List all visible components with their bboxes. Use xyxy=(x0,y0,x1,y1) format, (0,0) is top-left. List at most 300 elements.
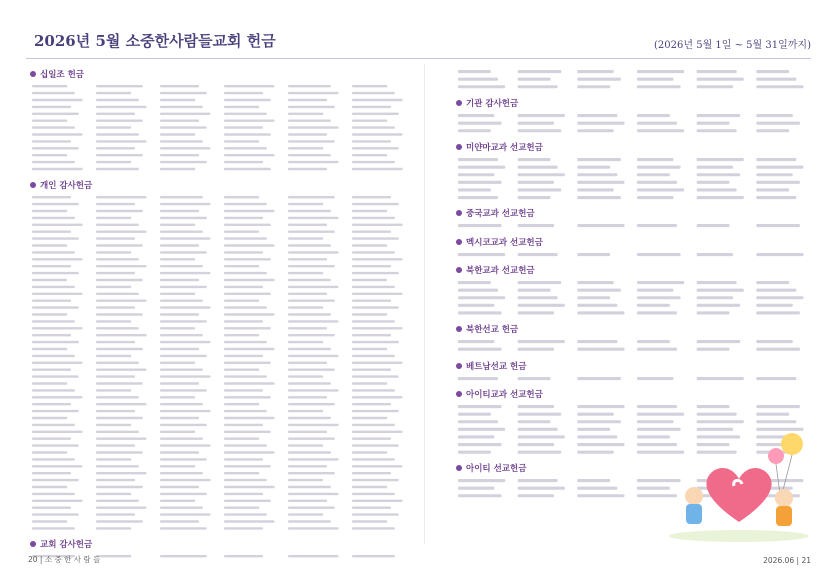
donor-entry xyxy=(160,327,195,329)
donor-entry xyxy=(160,203,211,205)
donor-entry xyxy=(288,458,339,460)
donor-entry xyxy=(32,472,71,474)
donor-entry xyxy=(288,230,335,232)
bullet-icon xyxy=(456,391,462,397)
donor-entry xyxy=(224,223,271,225)
donor-entry xyxy=(518,173,565,176)
donor-entry xyxy=(224,99,271,101)
donor-entry xyxy=(352,168,403,170)
donor-entry xyxy=(224,485,275,487)
donor-entry xyxy=(160,265,203,267)
donor-entry xyxy=(352,272,399,274)
donor-entry xyxy=(32,258,83,260)
donor-entry xyxy=(577,297,610,300)
donor-entry xyxy=(32,278,67,280)
donor-entry xyxy=(288,161,339,163)
donor-entry xyxy=(32,244,67,246)
donor-entry xyxy=(637,281,684,284)
donor-entry xyxy=(96,506,147,508)
donor-entry xyxy=(352,154,387,156)
donor-entry xyxy=(458,377,498,380)
section-heading xyxy=(456,323,814,335)
donor-entry xyxy=(160,299,203,301)
donor-entry xyxy=(756,377,796,380)
donor-entry xyxy=(96,147,135,149)
donor-list xyxy=(456,251,814,259)
donor-entry xyxy=(96,416,143,418)
donor-entry xyxy=(458,165,505,168)
donor-entry xyxy=(458,420,498,423)
donor-entry xyxy=(96,223,139,225)
donor-entry xyxy=(224,354,263,356)
donor-entry xyxy=(352,465,403,467)
donor-entry xyxy=(288,354,339,356)
donor-entry xyxy=(756,289,796,292)
donor-entry xyxy=(288,85,331,87)
donor-entry xyxy=(224,313,275,315)
donor-entry xyxy=(756,420,796,423)
bullet-icon xyxy=(456,239,462,245)
donor-entry xyxy=(637,253,681,256)
donor-entry xyxy=(160,361,195,363)
donor-entry xyxy=(756,121,800,124)
donor-entry xyxy=(32,368,71,370)
donor-entry xyxy=(96,410,135,412)
donor-entry xyxy=(352,423,395,425)
donor-entry xyxy=(224,437,259,439)
donation-section xyxy=(456,207,814,230)
donor-entry xyxy=(518,70,562,73)
donor-entry xyxy=(224,230,259,232)
donor-entry xyxy=(637,70,684,73)
donor-entry xyxy=(458,304,494,307)
donor-entry xyxy=(352,410,399,412)
donor-entry xyxy=(352,444,399,446)
donor-entry xyxy=(577,253,610,256)
donor-entry xyxy=(160,285,207,287)
donor-entry xyxy=(96,485,143,487)
donor-entry xyxy=(96,126,131,128)
donor-entry xyxy=(224,203,267,205)
donor-entry xyxy=(288,389,339,391)
donor-entry xyxy=(458,196,498,199)
donor-entry xyxy=(224,85,275,87)
donor-entry xyxy=(352,251,395,253)
donor-entry xyxy=(637,377,673,380)
donor-entry xyxy=(352,99,403,101)
section-title: 기관 감사헌금 xyxy=(466,98,519,109)
donor-entry xyxy=(32,99,83,101)
section-title: 개인 감사헌금 xyxy=(40,180,93,191)
donor-entry xyxy=(224,479,267,481)
donor-list xyxy=(456,222,814,230)
donor-list xyxy=(456,112,814,135)
donor-entry xyxy=(160,403,203,405)
donor-entry xyxy=(352,354,395,356)
donor-list xyxy=(456,338,814,353)
donor-entry xyxy=(160,278,199,280)
donor-entry xyxy=(160,416,199,418)
donor-entry xyxy=(352,430,403,432)
donor-entry xyxy=(288,244,331,246)
donor-entry xyxy=(288,444,323,446)
donor-entry xyxy=(96,555,131,557)
donor-entry xyxy=(160,451,199,453)
bullet-icon xyxy=(456,210,462,216)
donor-entry xyxy=(224,196,259,198)
donor-entry xyxy=(458,348,502,351)
section-heading xyxy=(456,97,814,109)
donor-entry xyxy=(224,472,259,474)
donor-entry xyxy=(160,320,207,322)
donor-entry xyxy=(458,70,491,73)
donor-entry xyxy=(352,479,399,481)
children-heart-illustration xyxy=(664,424,814,544)
donor-entry xyxy=(96,479,135,481)
donor-entry xyxy=(697,304,741,307)
bullet-icon xyxy=(456,363,462,369)
donor-entry xyxy=(96,513,135,515)
donor-entry xyxy=(224,458,263,460)
donor-entry xyxy=(352,113,399,115)
donor-entry xyxy=(577,405,624,408)
donor-entry xyxy=(288,258,327,260)
donor-entry xyxy=(96,85,143,87)
donor-entry xyxy=(224,520,275,522)
donor-entry xyxy=(288,292,327,294)
donor-entry xyxy=(352,403,391,405)
donor-entry xyxy=(577,413,613,416)
donor-entry xyxy=(697,165,733,168)
donor-entry xyxy=(32,327,83,329)
donor-entry xyxy=(458,495,502,498)
donor-entry xyxy=(224,423,263,425)
donor-entry xyxy=(224,126,263,128)
donor-entry xyxy=(288,327,327,329)
donor-entry xyxy=(577,85,610,88)
donor-entry xyxy=(288,196,335,198)
donor-entry xyxy=(518,289,551,292)
donor-entry xyxy=(160,161,207,163)
donor-entry xyxy=(224,416,275,418)
donor-entry xyxy=(160,168,195,170)
donor-entry xyxy=(160,506,203,508)
donor-entry xyxy=(697,70,737,73)
donor-entry xyxy=(637,129,684,132)
donor-entry xyxy=(756,340,792,343)
bullet-icon xyxy=(456,100,462,106)
donor-entry xyxy=(32,437,71,439)
donor-entry xyxy=(697,78,744,81)
donor-entry xyxy=(96,437,147,439)
donor-entry xyxy=(352,237,399,239)
donor-entry xyxy=(352,92,395,94)
donor-entry xyxy=(224,292,271,294)
bullet-icon xyxy=(30,541,36,547)
donation-section xyxy=(456,68,814,91)
donor-entry xyxy=(518,405,554,408)
donor-entry xyxy=(32,341,79,343)
donor-entry xyxy=(224,140,259,142)
donor-entry xyxy=(518,158,551,161)
donor-entry xyxy=(96,161,131,163)
donor-entry xyxy=(224,278,275,280)
donor-entry xyxy=(96,113,135,115)
donor-entry xyxy=(352,375,399,377)
donor-entry xyxy=(697,188,737,191)
donor-entry xyxy=(96,458,131,460)
donor-entry xyxy=(352,327,403,329)
donor-entry xyxy=(458,224,502,227)
donor-entry xyxy=(32,465,83,467)
donor-entry xyxy=(224,382,275,384)
donor-entry xyxy=(32,375,79,377)
donor-entry xyxy=(288,499,327,501)
donor-entry xyxy=(756,173,792,176)
donor-entry xyxy=(756,158,796,161)
donor-entry xyxy=(577,188,613,191)
left-page xyxy=(30,68,414,550)
donor-entry xyxy=(32,154,67,156)
donor-entry xyxy=(577,340,617,343)
donor-entry xyxy=(160,347,199,349)
donor-entry xyxy=(288,341,323,343)
donor-entry xyxy=(288,375,323,377)
donor-entry xyxy=(32,92,75,94)
donor-entry xyxy=(160,237,211,239)
donor-entry xyxy=(352,203,399,205)
donor-entry xyxy=(577,487,617,490)
donor-entry xyxy=(96,140,147,142)
donor-entry xyxy=(352,133,403,135)
donor-entry xyxy=(352,320,395,322)
donor-entry xyxy=(518,436,565,439)
donor-entry xyxy=(697,158,744,161)
donor-entry xyxy=(96,92,131,94)
donor-entry xyxy=(96,203,135,205)
donor-entry xyxy=(288,368,335,370)
donor-entry xyxy=(577,443,624,446)
donor-entry xyxy=(518,78,551,81)
donor-entry xyxy=(458,479,505,482)
donor-entry xyxy=(577,281,613,284)
donor-entry xyxy=(32,513,79,515)
donor-entry xyxy=(288,106,335,108)
donor-entry xyxy=(288,451,331,453)
donor-entry xyxy=(32,334,71,336)
donor-entry xyxy=(224,320,263,322)
section-heading xyxy=(456,207,814,219)
donor-entry xyxy=(697,377,744,380)
donor-entry xyxy=(160,527,207,529)
donation-section xyxy=(456,141,814,202)
donor-entry xyxy=(352,485,387,487)
donor-entry xyxy=(458,443,502,446)
donor-entry xyxy=(224,120,275,122)
donor-entry xyxy=(288,92,339,94)
donor-entry xyxy=(288,334,335,336)
donor-entry xyxy=(224,92,263,94)
donor-entry xyxy=(160,472,203,474)
donor-entry xyxy=(352,499,403,501)
donor-entry xyxy=(224,133,271,135)
donor-entry xyxy=(637,420,673,423)
donor-entry xyxy=(32,354,75,356)
donor-entry xyxy=(637,304,670,307)
donor-entry xyxy=(756,85,803,88)
donor-entry xyxy=(96,292,139,294)
donor-entry xyxy=(288,320,339,322)
donor-entry xyxy=(697,405,730,408)
donor-entry xyxy=(518,487,565,490)
donor-entry xyxy=(160,92,207,94)
donation-section xyxy=(30,179,414,532)
donor-entry xyxy=(756,224,800,227)
donor-entry xyxy=(352,85,387,87)
donor-entry xyxy=(224,513,267,515)
donor-entry xyxy=(518,451,562,454)
donor-entry xyxy=(160,140,203,142)
donor-entry xyxy=(224,430,271,432)
donor-entry xyxy=(518,312,554,315)
donor-entry xyxy=(96,120,143,122)
section-title: 북한교과 선교헌금 xyxy=(466,266,535,277)
donor-entry xyxy=(518,340,565,343)
donor-entry xyxy=(518,121,554,124)
donor-entry xyxy=(458,78,498,81)
donor-entry xyxy=(637,78,673,81)
donor-entry xyxy=(697,121,730,124)
donor-entry xyxy=(96,168,139,170)
donor-entry xyxy=(96,265,147,267)
donor-entry xyxy=(288,223,327,225)
donor-entry xyxy=(697,196,744,199)
donor-entry xyxy=(160,492,207,494)
donor-entry xyxy=(518,304,565,307)
donor-entry xyxy=(637,188,684,191)
donor-entry xyxy=(32,230,71,232)
donor-entry xyxy=(288,265,335,267)
donor-entry xyxy=(160,209,199,211)
donor-entry xyxy=(352,258,403,260)
donation-section xyxy=(30,68,414,173)
donor-entry xyxy=(160,251,207,253)
donor-list xyxy=(456,68,814,91)
donor-entry xyxy=(96,451,143,453)
section-title: 교회 감사헌금 xyxy=(40,539,93,550)
donor-entry xyxy=(352,347,387,349)
donor-entry xyxy=(96,299,147,301)
donor-entry xyxy=(224,527,263,529)
donor-entry xyxy=(288,216,339,218)
donor-entry xyxy=(352,527,395,529)
donor-entry xyxy=(32,216,75,218)
donor-entry xyxy=(352,147,399,149)
donor-entry xyxy=(96,423,131,425)
section-title: 미얀마교과 선교헌금 xyxy=(466,142,543,153)
donation-section xyxy=(456,323,814,353)
donor-entry xyxy=(96,230,147,232)
donor-entry xyxy=(96,320,131,322)
donor-entry xyxy=(697,413,737,416)
donor-entry xyxy=(697,348,730,351)
donor-entry xyxy=(577,289,621,292)
donor-entry xyxy=(96,527,131,529)
donor-entry xyxy=(458,297,505,300)
donor-entry xyxy=(458,312,502,315)
donor-entry xyxy=(160,458,207,460)
donor-entry xyxy=(697,289,744,292)
donor-entry xyxy=(96,313,143,315)
donor-entry xyxy=(288,416,331,418)
donor-entry xyxy=(756,196,796,199)
donor-entry xyxy=(637,85,681,88)
donor-entry xyxy=(160,244,199,246)
donor-entry xyxy=(577,78,621,81)
donor-entry xyxy=(96,196,147,198)
donor-entry xyxy=(32,313,67,315)
donor-entry xyxy=(288,465,327,467)
donor-entry xyxy=(288,237,323,239)
donor-entry xyxy=(352,265,391,267)
donor-entry xyxy=(32,403,71,405)
donor-entry xyxy=(288,168,327,170)
donor-entry xyxy=(352,306,399,308)
donor-entry xyxy=(637,413,684,416)
donor-entry xyxy=(96,520,143,522)
donor-entry xyxy=(577,165,610,168)
donor-entry xyxy=(224,113,267,115)
donor-entry xyxy=(32,451,67,453)
donor-entry xyxy=(160,147,211,149)
donor-entry xyxy=(160,334,203,336)
donor-entry xyxy=(518,443,554,446)
donor-entry xyxy=(756,348,800,351)
section-title: 중국교과 선교헌금 xyxy=(466,209,535,220)
donor-entry xyxy=(288,396,327,398)
donor-entry xyxy=(756,70,789,73)
donor-entry xyxy=(697,85,733,88)
donor-entry xyxy=(288,437,335,439)
donor-entry xyxy=(637,340,670,343)
donor-entry xyxy=(458,428,505,431)
donor-entry xyxy=(288,278,331,280)
donor-entry xyxy=(32,106,71,108)
section-title: 북한선교 헌금 xyxy=(466,325,519,336)
donor-entry xyxy=(577,348,624,351)
donor-entry xyxy=(160,306,211,308)
donor-entry xyxy=(32,113,79,115)
donor-entry xyxy=(288,251,339,253)
donor-entry xyxy=(697,281,737,284)
donor-entry xyxy=(224,451,275,453)
donor-entry xyxy=(352,278,387,280)
donor-entry xyxy=(96,154,143,156)
page-title: 2026년 5월 소중한사람들교회 헌금 xyxy=(34,32,276,50)
donor-entry xyxy=(224,410,267,412)
donor-entry xyxy=(577,451,613,454)
donor-entry xyxy=(160,368,203,370)
donor-list xyxy=(456,156,814,202)
donor-entry xyxy=(518,479,558,482)
donor-entry xyxy=(32,416,67,418)
donor-entry xyxy=(352,292,403,294)
donor-entry xyxy=(32,389,75,391)
donor-entry xyxy=(458,281,491,284)
section-heading xyxy=(456,360,814,372)
donor-entry xyxy=(160,396,195,398)
donor-entry xyxy=(32,203,79,205)
